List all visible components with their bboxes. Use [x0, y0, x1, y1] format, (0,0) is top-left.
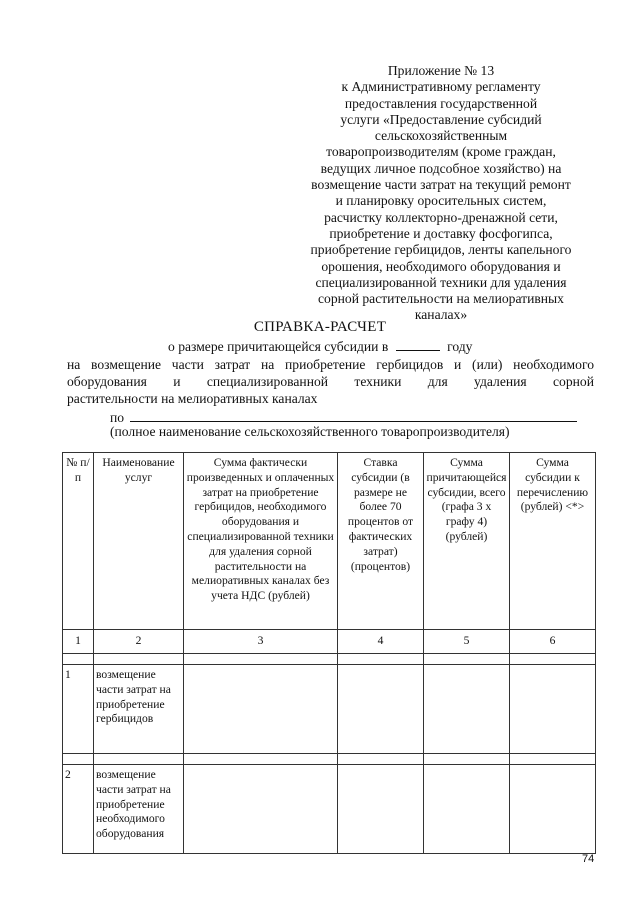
appendix-line: специализированной техники для удаления — [315, 274, 567, 290]
calculation-table — [62, 452, 596, 854]
column-number: 5 — [424, 630, 510, 654]
row-rate-cell[interactable] — [338, 765, 424, 854]
row-subsidy-total-cell[interactable] — [424, 665, 510, 754]
row-rate-cell[interactable] — [338, 665, 424, 754]
subtitle-after: году — [447, 339, 473, 354]
appendix-line: и планировку оросительных систем, — [335, 193, 547, 209]
purpose-line-1: на возмещение части затрат на приобретение гербицидов и (или) необходимого — [67, 357, 594, 372]
table-row — [63, 765, 596, 854]
row-subsidy-transfer-cell[interactable] — [510, 665, 596, 754]
appendix-line: орошения, необходимого оборудования и — [321, 258, 561, 274]
column-number: 1 — [63, 630, 94, 654]
table-row — [63, 665, 596, 754]
column-number: 4 — [338, 630, 424, 654]
producer-note: (полное наименование сельскохозяйственного товаропроизводителя) — [110, 424, 510, 439]
column-number: 6 — [510, 630, 596, 654]
document-title: СПРАВКА-РАСЧЕТ — [253, 319, 387, 335]
appendix-header — [290, 63, 592, 324]
year-blank — [396, 338, 440, 351]
appendix-line: Приложение № 13 — [387, 63, 495, 78]
appendix-line: услуги «Предоставление субсидий — [340, 111, 542, 127]
header-cell-costs: Сумма фактически произведенных и оплаченных затрат на приобретение гербицидов, необходимого оборудования и специализированной техники для удаления сорной растительности на мелиоративных каналах без учета НДС (рублей) — [184, 453, 338, 630]
appendix-line: возмещение части затрат на текущий ремонт — [311, 177, 571, 193]
table-header-row — [63, 453, 596, 630]
row-subsidy-total-cell[interactable] — [424, 765, 510, 854]
row-service: возмещение части затрат на приобретение необходимого оборудования — [94, 765, 184, 854]
spacer-cell — [63, 754, 94, 765]
spacer-cell — [510, 654, 596, 665]
page-number: 74 — [582, 853, 595, 865]
appendix-line: товаропроизводителям (кроме граждан, — [326, 144, 556, 160]
column-number-row — [63, 630, 596, 654]
appendix-line: расчистку коллекторно-дренажной сети, — [324, 209, 558, 225]
row-service: возмещение части затрат на приобретение гербицидов — [94, 665, 184, 754]
spacer-cell — [338, 754, 424, 765]
subtitle-line — [168, 338, 472, 355]
po-label: по — [110, 410, 125, 425]
header-cell-service: Наименование услуг — [94, 453, 184, 630]
spacer-cell — [94, 654, 184, 665]
column-number: 3 — [184, 630, 338, 654]
header-cell-subsidy-total: Сумма причитающейся субсидии, всего (графа 3 x графу 4) (рублей) — [424, 453, 510, 630]
spacer-cell — [424, 754, 510, 765]
spacer-cell — [184, 754, 338, 765]
appendix-line: сорной растительности на мелиоративных — [318, 291, 564, 307]
spacer-cell — [184, 654, 338, 665]
header-cell-num: № п/п — [63, 453, 94, 630]
spacer-cell — [338, 654, 424, 665]
row-costs-cell[interactable] — [184, 765, 338, 854]
purpose-line-3: растительности на мелиоративных каналах — [67, 391, 318, 406]
spacer-cell — [63, 654, 94, 665]
spacer-row — [63, 754, 596, 765]
row-costs-cell[interactable] — [184, 665, 338, 754]
row-number: 2 — [63, 765, 94, 854]
appendix-line: каналах» — [414, 307, 468, 323]
purpose-line-2: оборудования и специализированной техники для удаления сорной — [67, 374, 594, 389]
header-cell-subsidy-transfer: Сумма субсидии к перечислению (рублей) <*> — [510, 453, 596, 630]
row-number: 1 — [63, 665, 94, 754]
spacer-cell — [94, 754, 184, 765]
appendix-line: к Административному регламенту — [341, 79, 541, 95]
row-subsidy-transfer-cell[interactable] — [510, 765, 596, 854]
appendix-line: предоставления государственной — [344, 95, 538, 111]
subtitle-before: о размере причитающейся субсидии в — [168, 339, 389, 354]
column-number: 2 — [94, 630, 184, 654]
appendix-line: сельскохозяйственным — [374, 128, 508, 144]
producer-blank — [130, 409, 577, 422]
spacer-cell — [424, 654, 510, 665]
spacer-row — [63, 654, 596, 665]
appendix-line: приобретение и доставку фосфогипса, — [329, 225, 553, 241]
appendix-line: приобретение гербицидов, ленты капельного — [310, 242, 572, 258]
appendix-line: ведущих личное подсобное хозяйство) на — [320, 160, 562, 176]
spacer-cell — [510, 754, 596, 765]
header-cell-rate: Ставка субсидии (в размере не более 70 процентов от фактических затрат) (процентов) — [338, 453, 424, 630]
